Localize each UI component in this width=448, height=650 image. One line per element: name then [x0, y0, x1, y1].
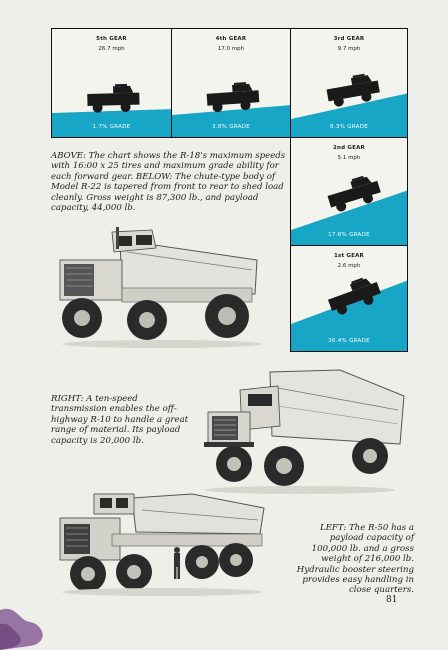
caption-above-text: ABOVE: The chart shows the R-18's maximum speeds with 16:00 x 25 tires and maximum grade ability for each forward gear. BELOW: The chute-type body of Model R-22 is tapered from front to rear to shed load cleanly. Gross weight is 87,300 lb., and payload capacity, 44,000 lb. — [51, 151, 286, 214]
gear-speed: 17.0 mph — [217, 46, 245, 52]
gear-title: 5th GEAR — [96, 36, 127, 42]
gear-title: 1st GEAR — [333, 253, 364, 259]
gear-grade: 17.6% GRADE — [328, 232, 370, 238]
gear-grade: 1.7% GRADE — [92, 124, 131, 130]
grade-slope — [172, 29, 291, 138]
truck-silhouette-icon — [87, 84, 140, 113]
gear-speed: 2.6 mph — [337, 263, 361, 269]
gear-speed: 5.1 mph — [337, 155, 361, 161]
caption-above — [51, 151, 293, 213]
grade-slope — [52, 29, 172, 138]
gear-grade: 36.4% GRADE — [328, 338, 370, 344]
gear-panel-2nd — [290, 137, 408, 246]
truck-silhouette-icon — [206, 81, 260, 113]
caption-left — [294, 523, 414, 596]
gear-title: 2nd GEAR — [333, 145, 365, 151]
gear-panel-4th — [171, 28, 291, 138]
grade-slope — [291, 29, 408, 138]
gear-speed: 26.7 mph — [98, 46, 125, 52]
gear-panel-1st — [290, 245, 408, 352]
gear-panel-5th — [51, 28, 172, 138]
ink-stain — [0, 598, 70, 650]
gear-title: 4th GEAR — [215, 36, 247, 42]
photo-r10-truck — [200, 366, 406, 496]
gear-grade: 8.3% GRADE — [329, 124, 369, 130]
page-number: 81 — [386, 595, 398, 605]
caption-left-text: LEFT: The R-50 has a payload capacity of 100,000 lb. and a gross weight of 216,000 lb. Hydraulic booster steering provides easy handling in close quarters. — [296, 523, 414, 596]
photo-r22-dump-truck — [52, 222, 272, 352]
gear-title: 3rd GEAR — [333, 36, 365, 42]
grade-slope — [291, 246, 408, 352]
gear-panel-3rd — [290, 28, 408, 138]
grade-slope — [291, 138, 408, 246]
person-figure — [174, 547, 180, 579]
caption-right — [51, 394, 191, 446]
caption-right-text: RIGHT: A ten-speed transmission enables the off-highway R-10 to handle a great range of material. Its payload capacity is 20,000 lb. — [51, 394, 189, 446]
gear-grade: 3.8% GRADE — [211, 124, 251, 130]
photo-r50-truck — [52, 488, 267, 598]
gear-speed: 9.7 mph — [337, 46, 361, 52]
